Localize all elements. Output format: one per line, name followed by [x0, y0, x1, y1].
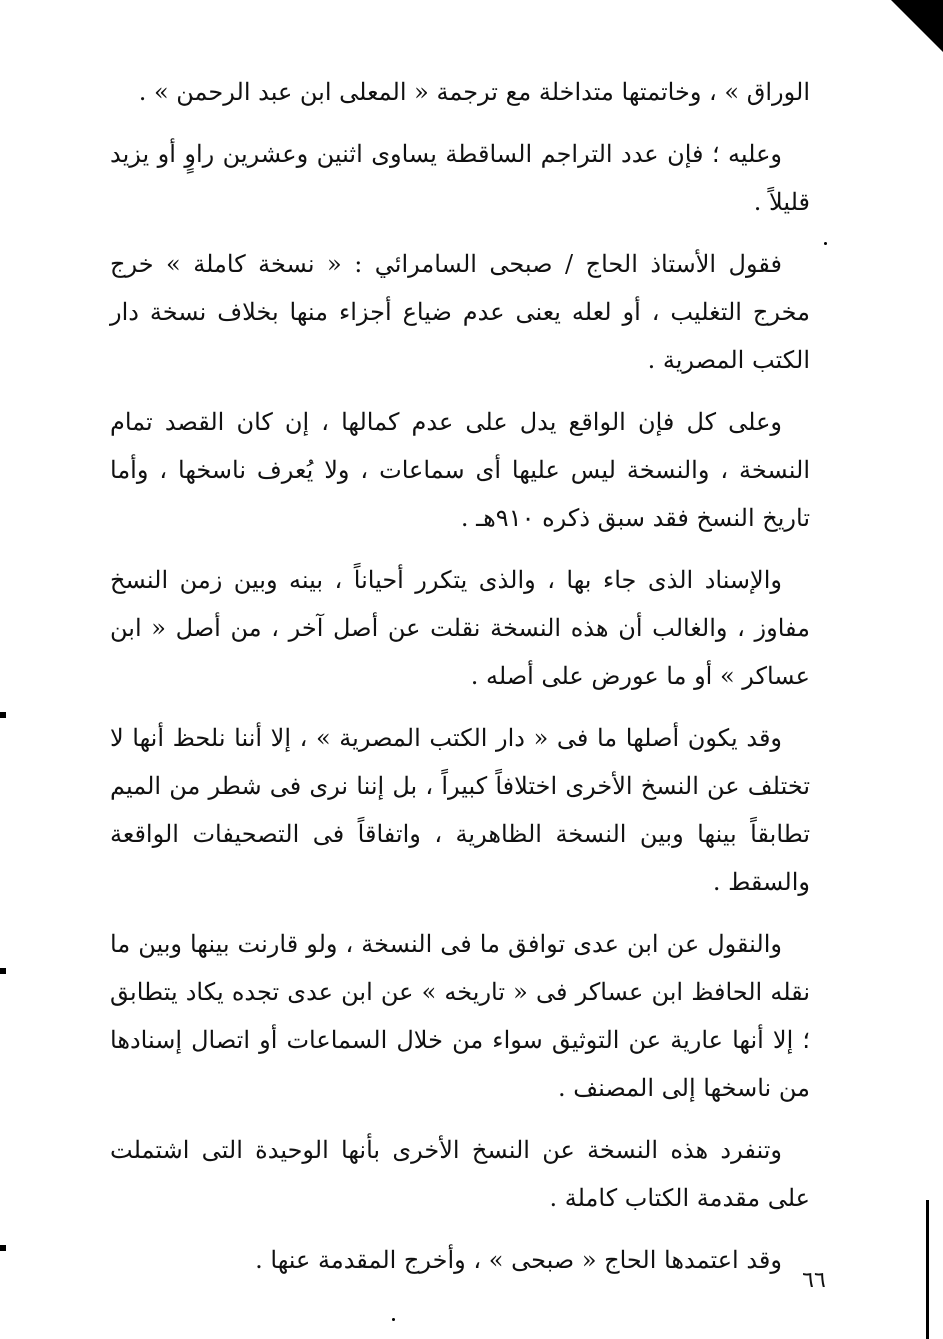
scan-speck: [392, 1318, 395, 1321]
page-body: [110, 68, 810, 1298]
paragraph: والنقول عن ابن عدى توافق ما فى النسخة ، ولو قارنت بينها وبين ما نقله الحافظ ابن عساكر فى « تاريخه » عن ابن عدى تجده يكاد يتطابق ؛ إلا أنها عارية عن التوثيق سواء من خلال السماعات أو اتصال إسنادها من ناسخها إلى المصنف .: [110, 930, 810, 1102]
paragraph: وقد اعتمدها الحاج « صبحى » ، وأخرج المقدمة عنها .: [255, 1246, 782, 1274]
paragraph: وقد يكون أصلها ما فى « دار الكتب المصرية » ، إلا أننا نلحظ أنها لا تختلف عن النسخ الأخرى اختلافاً كبيراً ، بل إننا نرى فى شطر من الميم تطابقاً بينها وبين النسخة الظاهرية ، واتفاقاً فى التصحيفات الواقعة والسقط .: [110, 724, 810, 896]
paragraph: فقول الأستاذ الحاج / صبحى السامرائي : « نسخة كاملة » خرج مخرج التغليب ، أو لعله يعنى عدم ضياع أجزاء منها بخلاف نسخة دار الكتب المصرية .: [110, 250, 810, 374]
scan-speck: [824, 242, 827, 245]
page-number: ٦٦: [802, 1268, 826, 1293]
paragraph: وتنفرد هذه النسخة عن النسخ الأخرى بأنها الوحيدة التى اشتملت على مقدمة الكتاب كاملة .: [110, 1136, 810, 1212]
paragraph: وعلى كل فإن الواقع يدل على عدم كمالها ، إن كان القصد تمام النسخة ، والنسخة ليس عليها أى سماعات ، ولا يُعرف ناسخها ، وأما تاريخ النسخ فقد سبق ذكره ٩١٠هـ .: [110, 408, 810, 532]
scan-tick-mark: [0, 968, 6, 974]
paragraph: والإسناد الذى جاء بها ، والذى يتكرر أحياناً ، بينه وبين زمن النسخ مفاوز ، والغالب أن هذه النسخة نقلت عن أصل آخر ، من أصل « ابن عساكر » أو ما عورض على أصله .: [110, 566, 810, 690]
scan-corner-mark: [891, 0, 943, 52]
scan-tick-mark: [0, 712, 6, 718]
scan-tick-mark: [0, 1245, 6, 1251]
paragraph: الوراق » ، وخاتمتها متداخلة مع ترجمة « المعلى ابن عبد الرحمن » .: [138, 78, 810, 106]
scan-edge-shadow: [926, 1200, 929, 1339]
paragraph: وعليه ؛ فإن عدد التراجم الساقطة يساوى اثنين وعشرين راوٍ أو يزيد قليلاً .: [110, 140, 810, 216]
